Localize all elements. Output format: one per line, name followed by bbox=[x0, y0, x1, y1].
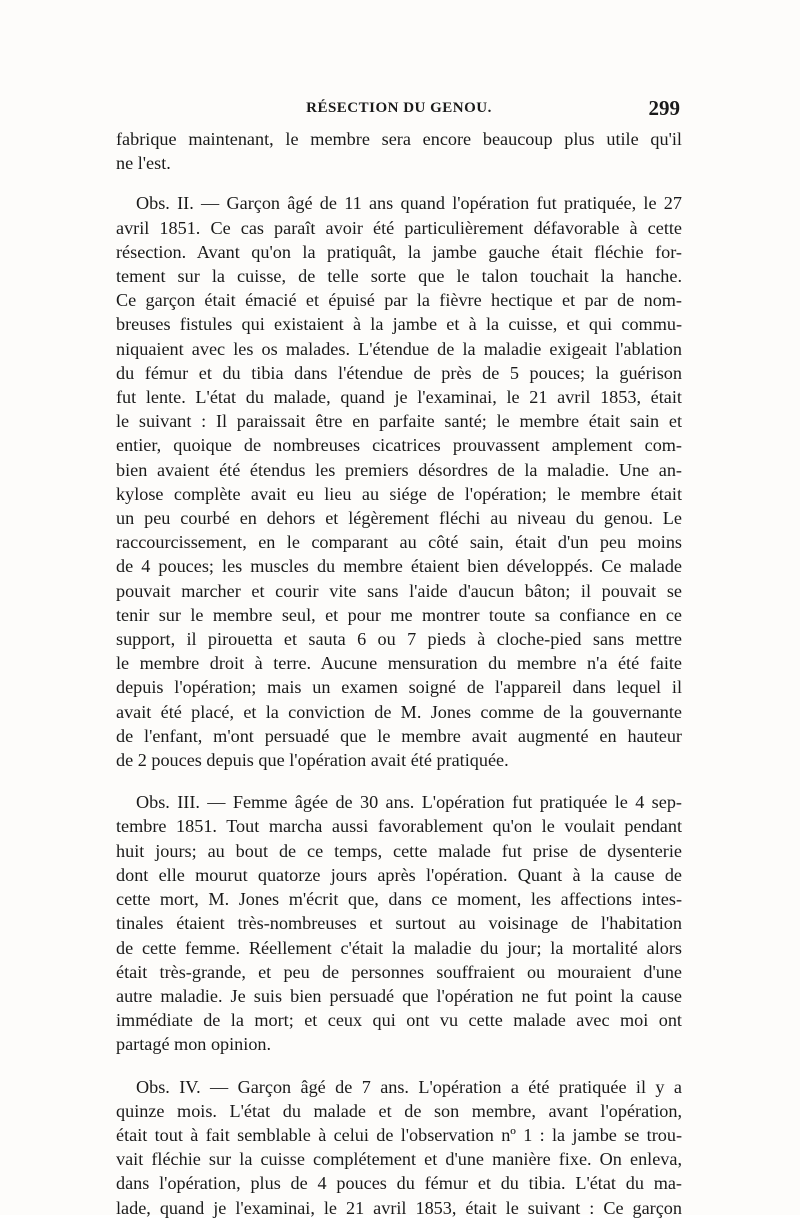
text-line: Ce garçon était émacié et épuisé par la fièvre hectique et par de nom- bbox=[116, 290, 682, 311]
text-line: support, il pirouetta et sauta 6 ou 7 pieds à cloche-pied sans mettre bbox=[116, 629, 682, 650]
text-line: depuis l'opération; mais un examen soigné de l'appareil dans lequel il bbox=[116, 677, 682, 698]
text-line: Obs. II. — Garçon âgé de 11 ans quand l'opération fut pratiquée, le 27 bbox=[136, 193, 682, 214]
text-line: huit jours; au bout de ce temps, cette malade fut prise de dysenterie bbox=[116, 840, 682, 861]
text-line: ne l'est. bbox=[116, 153, 171, 174]
page-number: 299 bbox=[648, 96, 680, 120]
text-line: de 2 pouces depuis que l'opération avait été pratiquée. bbox=[116, 750, 509, 771]
text-line: raccourcissement, en le comparant au côté sain, était d'un peu moins bbox=[116, 532, 682, 553]
text-line: fut lente. L'état du malade, quand je l'examinai, le 21 avril 1853, était bbox=[116, 387, 682, 408]
text-line: tembre 1851. Tout marcha aussi favorablement qu'on le voulait pendant bbox=[116, 816, 682, 837]
text-line: le suivant : Il paraissait être en parfaite santé; le membre était sain et bbox=[116, 411, 682, 432]
text-line: partagé mon opinion. bbox=[116, 1034, 272, 1055]
text-line: du fémur et du tibia dans l'étendue de près de 5 pouces; la guérison bbox=[116, 362, 682, 383]
text-line: fabrique maintenant, le membre sera encore beaucoup plus utile qu'il bbox=[116, 129, 682, 149]
text-line: était tout à fait semblable à celui de l'observation nº 1 : la jambe se trou- bbox=[116, 1124, 682, 1145]
text-line: lade, quand je l'examinai, le 21 avril 1853, était le suivant : Ce garçon bbox=[116, 1197, 682, 1218]
text-line: vait fléchie sur la cuisse complétement et d'une manière fixe. On enleva, bbox=[116, 1149, 682, 1170]
running-head: RÉSECTION DU GENOU. bbox=[306, 100, 492, 116]
text-line: autre maladie. Je suis bien persuadé que l'opération ne fut point la cause bbox=[116, 985, 682, 1006]
text-line: kylose complète avait eu lieu au siége de l'opération; le membre était bbox=[116, 483, 682, 504]
text-line: Obs. III. — Femme âgée de 30 ans. L'opération fut pratiquée le 4 sep- bbox=[136, 792, 682, 813]
text-line: bien avaient été étendus les premiers désordres de la maladie. Une an- bbox=[116, 459, 682, 480]
text-line: tement sur la cuisse, de telle sorte que le talon touchait la hanche. bbox=[116, 266, 682, 287]
text-line: de l'enfant, m'ont persuadé que le membre avait augmenté en hauteur bbox=[116, 725, 682, 746]
text-line: entier, quoique de nombreuses cicatrices prouvassent amplement com- bbox=[116, 435, 682, 456]
text-line: tenir sur le membre seul, et pour me montrer toute sa confiance en ce bbox=[116, 604, 682, 625]
text-line: quinze mois. L'état du malade et de son membre, avant l'opération, bbox=[116, 1100, 682, 1121]
text-line: breuses fistules qui existaient à la jambe et à la cuisse, et qui commu- bbox=[116, 314, 682, 335]
text-line: avril 1851. Ce cas paraît avoir été particulièrement défavorable à cette bbox=[116, 217, 682, 238]
paragraph-obs-2 bbox=[116, 191, 682, 772]
body-text bbox=[116, 127, 682, 1220]
text-line: un peu courbé en dehors et légèrement fléchi au niveau du genou. Le bbox=[116, 508, 682, 529]
text-line: résection. Avant qu'on la pratiquât, la jambe gauche était fléchie for- bbox=[116, 241, 682, 262]
text-line: dont elle mourut quatorze jours après l'opération. Quant à la cause de bbox=[116, 864, 682, 885]
text-line: cette mort, M. Jones m'écrit que, dans ce moment, les affections intes- bbox=[116, 889, 682, 910]
paragraph-obs-4 bbox=[116, 1075, 682, 1220]
paragraph-continuation bbox=[116, 127, 682, 175]
text-line: avait été placé, et la conviction de M. Jones comme de la gouvernante bbox=[116, 701, 682, 722]
text-line: le membre droit à terre. Aucune mensuration du membre n'a été faite bbox=[116, 653, 682, 674]
text-line: dans l'opération, plus de 4 pouces du fémur et du tibia. L'état du ma- bbox=[116, 1173, 682, 1194]
text-line: de 4 pouces; les muscles du membre étaient bien développés. Ce malade bbox=[116, 556, 682, 577]
text-line: de cette femme. Réellement c'était la maladie du jour; la mortalité alors bbox=[116, 937, 682, 958]
paragraph-obs-3 bbox=[116, 790, 682, 1056]
text-line: était très-grande, et peu de personnes souffraient ou mouraient d'une bbox=[116, 961, 682, 982]
text-line: niquaient avec les os malades. L'étendue de la maladie exigeait l'ablation bbox=[116, 338, 682, 359]
text-line: Obs. IV. — Garçon âgé de 7 ans. L'opération a été pratiquée il y a bbox=[136, 1076, 682, 1097]
page-header bbox=[116, 96, 682, 126]
text-line: immédiate de la mort; et ceux qui ont vu cette malade avec moi ont bbox=[116, 1010, 682, 1031]
text-line: tinales étaient très-nombreuses et surtout au voisinage de l'habitation bbox=[116, 913, 682, 934]
text-line: pouvait marcher et courir vite sans l'aide d'aucun bâton; il pouvait se bbox=[116, 580, 682, 601]
